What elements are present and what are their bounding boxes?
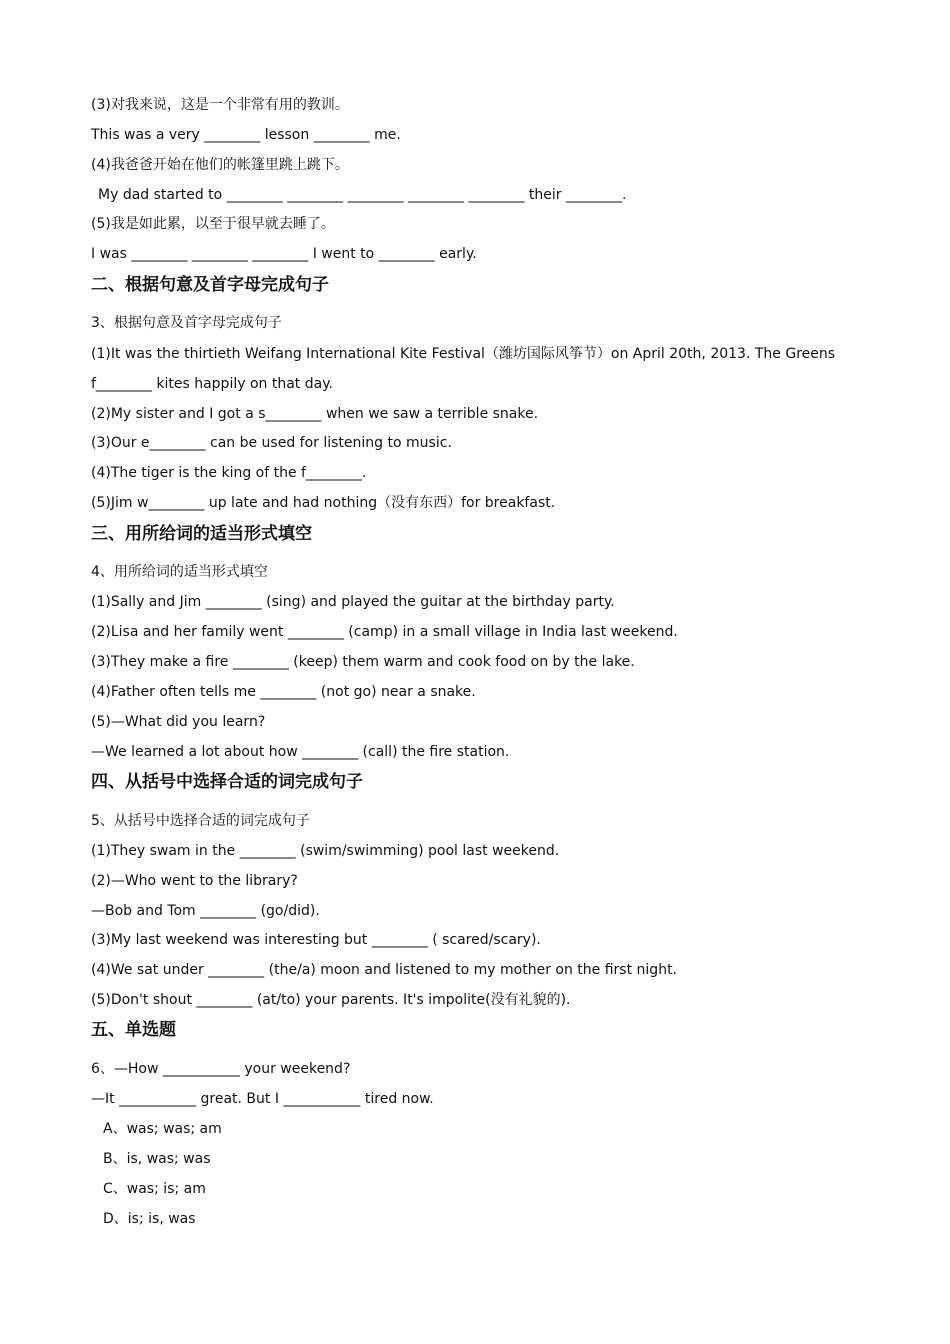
option-a[interactable]: A、was; was; am [103,1121,222,1137]
question-3-item-4: (4)The tiger is the king of the f________. [91,465,367,481]
question-3-item-1-cont: f________ kites happily on that day. [91,376,333,392]
question-4-item-4: (4)Father often tells me ________ (not go) near a snake. [91,684,476,700]
question-4-item-3: (3)They make a fire ________ (keep) them warm and cook food on by the lake. [91,654,635,670]
question-5-item-5: (5)Don't shout ________ (at/to) your parents. It's impolite(没有礼貌的). [91,992,571,1008]
question-4-item-1: (1)Sally and Jim ________ (sing) and played the guitar at the birthday party. [91,594,615,610]
question-5-item-2-answer: —Bob and Tom ________ (go/did). [91,903,320,919]
question-3-item-1: (1)It was the thirtieth Weifang International Kite Festival（潍坊国际风筝节）on April 20th, 2013. The Greens [91,346,836,362]
question-5-item-1: (1)They swam in the ________ (swim/swimming) pool last weekend. [91,843,560,859]
translation-item-3-english: This was a very ________ lesson ________ me. [91,127,401,143]
question-5-title: 5、从括号中选择合适的词完成句子 [91,813,310,829]
question-3-title: 3、根据句意及首字母完成句子 [91,315,282,331]
section-heading-4: 四、从括号中选择合适的词完成句子 [91,772,363,792]
option-b[interactable]: B、is, was; was [103,1151,211,1167]
question-5-item-2: (2)—Who went to the library? [91,873,298,889]
translation-item-5-english: I was ________ ________ ________ I went to ________ early. [91,246,477,262]
section-heading-2: 二、根据句意及首字母完成句子 [91,275,329,295]
option-c[interactable]: C、was; is; am [103,1181,206,1197]
question-5-item-3: (3)My last weekend was interesting but ________ ( scared/scary). [91,932,541,948]
question-6-stem-cont: —It ___________ great. But I ___________ tired now. [91,1091,434,1107]
question-4-item-5: (5)—What did you learn? [91,714,266,730]
section-heading-3: 三、用所给词的适当形式填空 [91,524,312,544]
question-3-item-5: (5)Jim w________ up late and had nothing（没有东西）for breakfast. [91,495,556,511]
translation-item-5-chinese: (5)我是如此累，以至于很早就去睡了。 [91,216,335,232]
question-3-item-3: (3)Our e________ can be used for listening to music. [91,435,452,451]
translation-item-3-chinese: (3)对我来说，这是一个非常有用的教训。 [91,97,349,113]
translation-item-4-chinese: (4)我爸爸开始在他们的帐篷里跳上跳下。 [91,157,349,173]
section-heading-5: 五、单选题 [91,1020,176,1040]
question-6-stem: 6、—How ___________ your weekend? [91,1061,351,1077]
question-5-item-4: (4)We sat under ________ (the/a) moon and listened to my mother on the first night. [91,962,678,978]
question-3-item-2: (2)My sister and I got a s________ when we saw a terrible snake. [91,406,539,422]
question-4-item-2: (2)Lisa and her family went ________ (camp) in a small village in India last weekend. [91,624,678,640]
translation-item-4-english: My dad started to ________ ________ ________ ________ ________ their ________. [98,187,627,203]
question-4-item-5-answer: —We learned a lot about how ________ (call) the fire station. [91,744,510,760]
question-4-title: 4、用所给词的适当形式填空 [91,564,268,580]
option-d[interactable]: D、is; is, was [103,1211,196,1227]
